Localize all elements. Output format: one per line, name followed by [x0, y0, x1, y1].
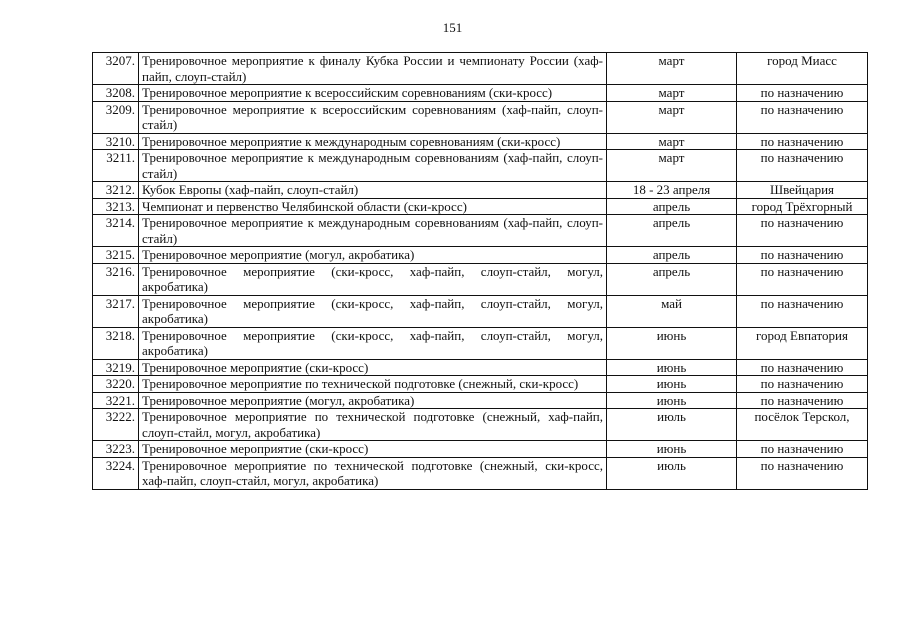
- event-place: по назначению: [737, 85, 868, 102]
- event-name: Тренировочное мероприятие к международным соревнованиям (ски-кросс): [139, 133, 607, 150]
- events-table-body: [93, 53, 868, 490]
- event-name: Тренировочное мероприятие к международным соревнованиям (хаф-пайп, слоуп-стайл): [139, 150, 607, 182]
- row-number: 3212.: [93, 182, 139, 199]
- table-row: [93, 409, 868, 441]
- event-date: июнь: [607, 376, 737, 393]
- event-date: июнь: [607, 327, 737, 359]
- table-row: [93, 85, 868, 102]
- event-name: Тренировочное мероприятие к финалу Кубка России и чемпионату России (хаф-пайп, слоуп-стайл): [139, 53, 607, 85]
- event-name: Тренировочное мероприятие (ски-кросс): [139, 359, 607, 376]
- event-place: по назначению: [737, 457, 868, 489]
- row-number: 3217.: [93, 295, 139, 327]
- event-place: Швейцария: [737, 182, 868, 199]
- event-place: по назначению: [737, 359, 868, 376]
- event-place: по назначению: [737, 441, 868, 458]
- table-row: [93, 263, 868, 295]
- event-place: по назначению: [737, 101, 868, 133]
- table-row: [93, 215, 868, 247]
- row-number: 3213.: [93, 198, 139, 215]
- row-number: 3218.: [93, 327, 139, 359]
- event-date: май: [607, 295, 737, 327]
- event-name: Тренировочное мероприятие по технической подготовке (снежный, ски-кросс, хаф-пайп, слоуп-стайл, могул, акробатика): [139, 457, 607, 489]
- table-row: [93, 53, 868, 85]
- event-name: Тренировочное мероприятие к всероссийским соревнованиям (ски-кросс): [139, 85, 607, 102]
- event-place: город Трёхгорный: [737, 198, 868, 215]
- event-place: по назначению: [737, 133, 868, 150]
- event-date: март: [607, 150, 737, 182]
- table-row: [93, 133, 868, 150]
- event-name: Тренировочное мероприятие (могул, акробатика): [139, 247, 607, 264]
- row-number: 3220.: [93, 376, 139, 393]
- event-date: март: [607, 85, 737, 102]
- event-name: Тренировочное мероприятие (ски-кросс): [139, 441, 607, 458]
- row-number: 3215.: [93, 247, 139, 264]
- event-place: по назначению: [737, 295, 868, 327]
- event-name: Тренировочное мероприятие по технической подготовке (снежный, хаф-пайп, слоуп-стайл, могул, акробатика): [139, 409, 607, 441]
- row-number: 3209.: [93, 101, 139, 133]
- row-number: 3219.: [93, 359, 139, 376]
- table-row: [93, 247, 868, 264]
- event-name: Тренировочное мероприятие к международным соревнованиям (хаф-пайп, слоуп-стайл): [139, 215, 607, 247]
- event-date: март: [607, 133, 737, 150]
- event-place: по назначению: [737, 150, 868, 182]
- event-place: город Миасс: [737, 53, 868, 85]
- event-name: Тренировочное мероприятие по технической подготовке (снежный, ски-кросс): [139, 376, 607, 393]
- event-date: март: [607, 101, 737, 133]
- event-date: апрель: [607, 198, 737, 215]
- page-number: 151: [442, 20, 463, 35]
- event-name: Тренировочное мероприятие (ски-кросс, хаф-пайп, слоуп-стайл, могул, акробатика): [139, 263, 607, 295]
- table-row: [93, 150, 868, 182]
- table-row: [93, 392, 868, 409]
- event-place: посёлок Терскол,: [737, 409, 868, 441]
- table-row: [93, 441, 868, 458]
- row-number: 3207.: [93, 53, 139, 85]
- event-date: июнь: [607, 359, 737, 376]
- row-number: 3214.: [93, 215, 139, 247]
- row-number: 3211.: [93, 150, 139, 182]
- event-name: Чемпионат и первенство Челябинской области (ски-кросс): [139, 198, 607, 215]
- event-place: по назначению: [737, 392, 868, 409]
- event-name: Тренировочное мероприятие (ски-кросс, хаф-пайп, слоуп-стайл, могул, акробатика): [139, 327, 607, 359]
- event-date: март: [607, 53, 737, 85]
- table-row: [93, 295, 868, 327]
- event-date: июнь: [607, 441, 737, 458]
- event-place: город Евпатория: [737, 327, 868, 359]
- event-date: июль: [607, 409, 737, 441]
- event-place: по назначению: [737, 376, 868, 393]
- event-date: апрель: [607, 263, 737, 295]
- event-place: по назначению: [737, 215, 868, 247]
- table-row: [93, 327, 868, 359]
- row-number: 3216.: [93, 263, 139, 295]
- event-place: по назначению: [737, 247, 868, 264]
- event-name: Тренировочное мероприятие к всероссийским соревнованиям (хаф-пайп, слоуп-стайл): [139, 101, 607, 133]
- event-place: по назначению: [737, 263, 868, 295]
- table-row: [93, 101, 868, 133]
- row-number: 3224.: [93, 457, 139, 489]
- event-name: Тренировочное мероприятие (могул, акробатика): [139, 392, 607, 409]
- table-row: [93, 457, 868, 489]
- row-number: 3222.: [93, 409, 139, 441]
- event-date: апрель: [607, 247, 737, 264]
- table-row: [93, 376, 868, 393]
- table-row: [93, 182, 868, 199]
- event-date: апрель: [607, 215, 737, 247]
- event-name: Тренировочное мероприятие (ски-кросс, хаф-пайп, слоуп-стайл, могул, акробатика): [139, 295, 607, 327]
- event-name: Кубок Европы (хаф-пайп, слоуп-стайл): [139, 182, 607, 199]
- event-date: июль: [607, 457, 737, 489]
- row-number: 3221.: [93, 392, 139, 409]
- event-date: июнь: [607, 392, 737, 409]
- table-row: [93, 359, 868, 376]
- events-table: [92, 52, 868, 490]
- table-row: [93, 198, 868, 215]
- row-number: 3223.: [93, 441, 139, 458]
- row-number: 3210.: [93, 133, 139, 150]
- row-number: 3208.: [93, 85, 139, 102]
- event-date: 18 - 23 апреля: [607, 182, 737, 199]
